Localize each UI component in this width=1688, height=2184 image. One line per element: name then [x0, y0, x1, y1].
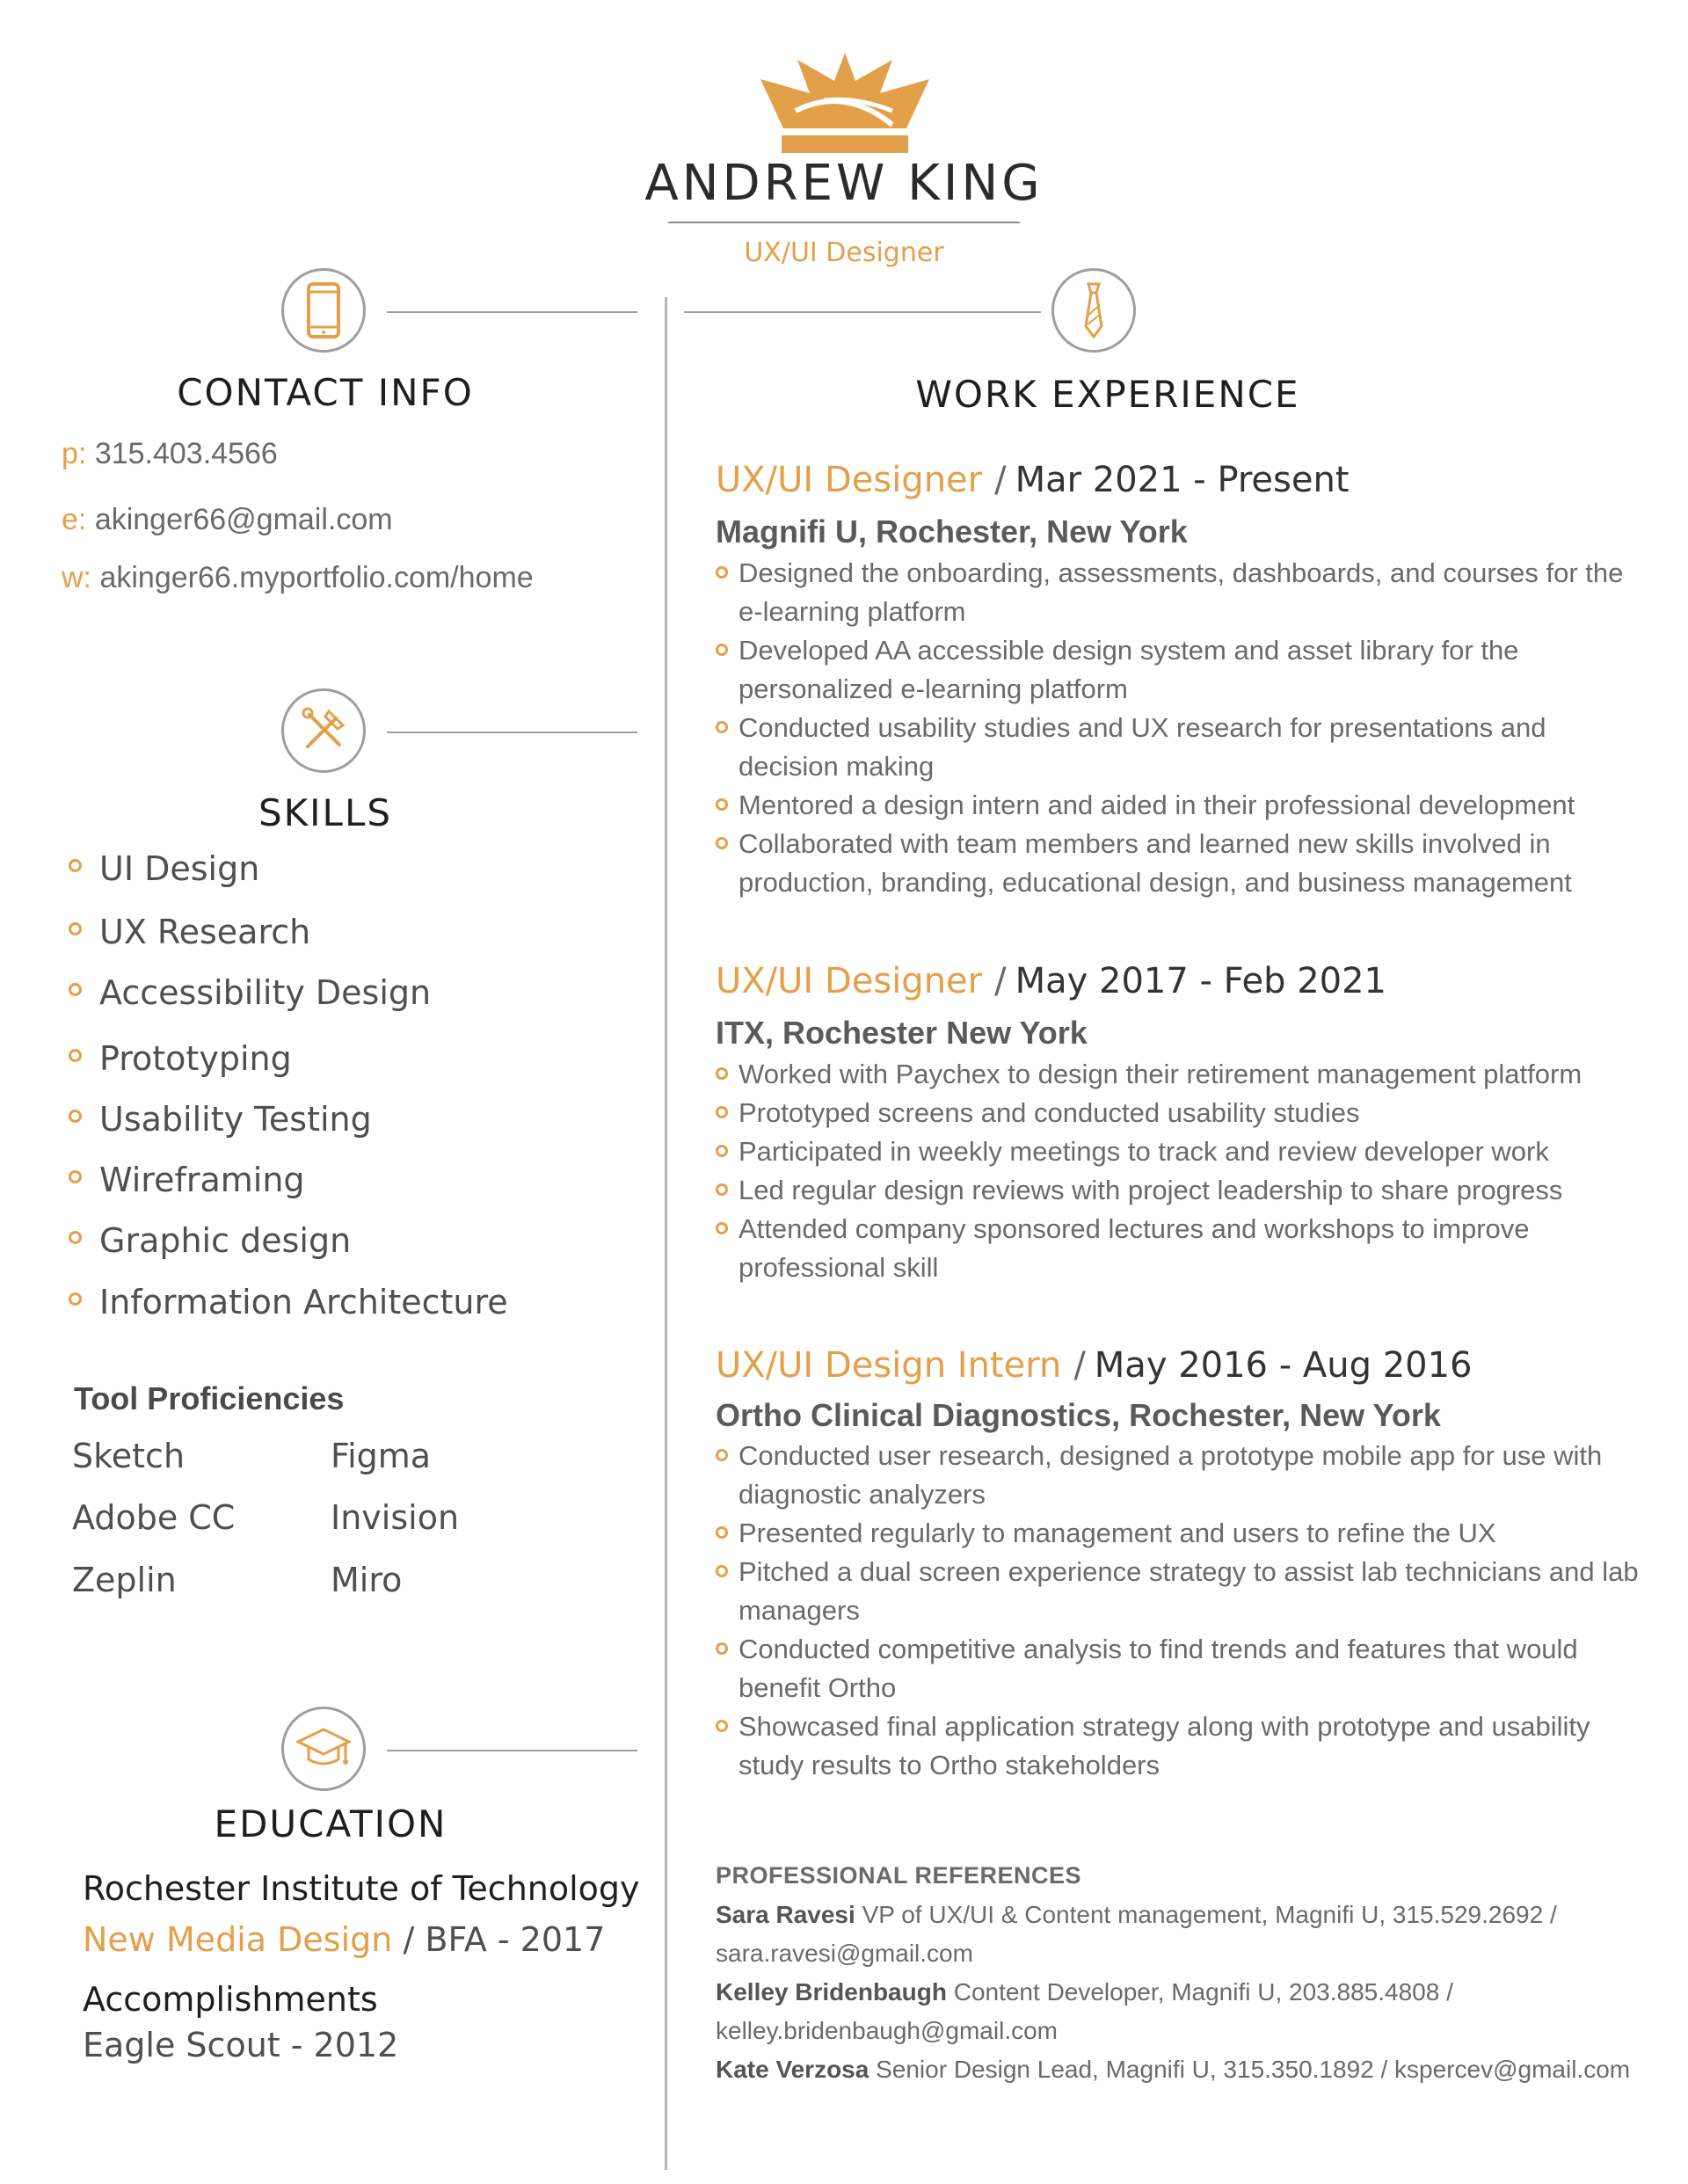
job-company: ITX, Rochester New York	[716, 1015, 1088, 1051]
bullet-icon	[69, 859, 82, 872]
list-item: Developed AA accessible design system and asset library for the personalized e-learning platform	[716, 631, 1648, 709]
tool-item: Zeplin	[72, 1561, 177, 1599]
reference-name: Kelley Bridenbaugh	[716, 1978, 947, 2006]
tools-icon	[299, 706, 348, 755]
degree-line	[83, 1920, 605, 1959]
job-role: UX/UI Designer	[744, 237, 944, 268]
crown-logo	[760, 51, 929, 155]
contact-icon-circle	[281, 268, 366, 353]
skill-item: Accessibility Design	[69, 973, 431, 1012]
tools-title: Tool Proficiencies	[74, 1380, 345, 1416]
skills-icon-circle	[281, 688, 366, 773]
major: New Media Design	[83, 1920, 393, 1959]
bullet-icon	[69, 922, 82, 935]
reference-item	[716, 1901, 1557, 1967]
list-item: Designed the onboarding, assessments, dashboards, and courses for the e-learning platform	[716, 554, 1648, 631]
tie-icon	[1080, 280, 1107, 340]
bullet-icon	[716, 1183, 728, 1196]
tool-item: Sketch	[72, 1437, 186, 1475]
reference-details: Content Developer, Magnifi U, 203.885.4808 / kelley.bridenbaugh@gmail.com	[716, 1978, 1453, 2044]
skill-item: Prototyping	[69, 1039, 292, 1078]
bullet-icon	[716, 1720, 728, 1732]
education-icon-circle	[281, 1707, 366, 1791]
list-item: Conducted competitive analysis to find trends and features that would benefit Ortho	[716, 1630, 1648, 1707]
list-item: Prototyped screens and conducted usability studies	[716, 1094, 1648, 1132]
phone-icon	[306, 281, 341, 339]
web-prefix: w:	[62, 561, 91, 594]
work-rule	[684, 311, 1041, 313]
list-item: Showcased final application strategy along with prototype and usability study results to Ortho stakeholders	[716, 1707, 1648, 1785]
job-bullets	[716, 554, 1648, 902]
work-title: WORK EXPERIENCE	[915, 373, 1300, 416]
bullet-icon	[716, 566, 728, 579]
work-icon-circle	[1051, 268, 1136, 353]
bullet-icon	[716, 1449, 728, 1461]
job-heading: UX/UI Design Intern / May 2016 - Aug 2016	[716, 1345, 1473, 1386]
list-item: Conducted user research, designed a prototype mobile app for use with diagnostic analyzers	[716, 1437, 1648, 1514]
skill-item: Graphic design	[69, 1221, 351, 1260]
job-title: UX/UI Designer	[716, 460, 983, 500]
job-title: UX/UI Designer	[716, 961, 983, 1001]
list-item: Collaborated with team members and learned new skills involved in production, branding, educational design, and business management	[716, 825, 1648, 902]
reference-name: Kate Verzosa	[716, 2056, 869, 2083]
name-divider	[668, 222, 1020, 223]
bullet-icon	[69, 983, 82, 996]
bullet-icon	[69, 1292, 82, 1306]
job-title: UX/UI Design Intern	[716, 1345, 1062, 1386]
bullet-icon	[716, 1526, 728, 1539]
skill-item: Information Architecture	[69, 1283, 508, 1321]
reference-name: Sara Ravesi	[716, 1901, 855, 1928]
contact-email	[62, 503, 393, 537]
bullet-icon	[69, 1110, 82, 1123]
education-rule	[387, 1750, 637, 1751]
graduation-cap-icon	[296, 1726, 351, 1772]
email-prefix: e:	[62, 503, 87, 536]
list-item: Presented regularly to management and users to refine the UX	[716, 1514, 1648, 1553]
bullet-icon	[716, 837, 728, 849]
bullet-icon	[716, 1642, 728, 1655]
skill-item: UI Design	[69, 849, 259, 888]
column-divider	[665, 297, 667, 2170]
skills-title: SKILLS	[258, 791, 393, 834]
list-item: Conducted usability studies and UX research for presentations and decision making	[716, 709, 1648, 786]
contact-website	[62, 561, 534, 595]
job-bullets	[716, 1437, 1648, 1785]
reference-item	[716, 2056, 1630, 2083]
references-title: PROFESSIONAL REFERENCES	[716, 1862, 1082, 1889]
accomplishments-title: Accomplishments	[83, 1980, 378, 2019]
bullet-icon	[69, 1231, 82, 1244]
job-company: Ortho Clinical Diagnostics, Rochester, New York	[716, 1397, 1441, 1433]
job-dates: May 2016 - Aug 2016	[1094, 1345, 1473, 1386]
accomplishment-item: Eagle Scout - 2012	[83, 2026, 399, 2064]
web-value[interactable]: akinger66.myportfolio.com/home	[99, 561, 534, 594]
bullet-icon	[716, 798, 728, 811]
degree-separator: /	[403, 1920, 415, 1959]
job-company: Magnifi U, Rochester, New York	[716, 513, 1188, 550]
degree: BFA - 2017	[425, 1920, 606, 1959]
education-title: EDUCATION	[214, 1802, 447, 1845]
bullet-icon	[69, 1049, 82, 1062]
list-item: Led regular design reviews with project leadership to share progress	[716, 1171, 1648, 1210]
tool-item: Invision	[331, 1498, 460, 1537]
bullet-icon	[716, 1222, 728, 1234]
list-item: Attended company sponsored lectures and workshops to improve professional skill	[716, 1210, 1648, 1287]
phone-value[interactable]: 315.403.4566	[94, 437, 278, 470]
bullet-icon	[716, 1106, 728, 1118]
job-heading: UX/UI Designer / May 2017 - Feb 2021	[716, 961, 1386, 1001]
reference-details: Senior Design Lead, Magnifi U, 315.350.1892 / kspercev@gmail.com	[876, 2056, 1631, 2083]
person-name: ANDREW KING	[644, 155, 1044, 212]
bullet-icon	[716, 1067, 728, 1080]
contact-title: CONTACT INFO	[177, 371, 474, 414]
contact-rule	[387, 311, 637, 313]
reference-item	[716, 1978, 1453, 2044]
list-item: Worked with Paychex to design their retirement management platform	[716, 1055, 1648, 1094]
list-item: Participated in weekly meetings to track and review developer work	[716, 1132, 1648, 1171]
bullet-icon	[716, 1145, 728, 1157]
skill-item: Usability Testing	[69, 1100, 372, 1139]
phone-prefix: p:	[62, 437, 87, 470]
tool-item: Figma	[331, 1437, 432, 1475]
skills-rule	[387, 732, 637, 733]
school-name: Rochester Institute of Technology	[83, 1869, 640, 1908]
tool-item: Adobe CC	[72, 1498, 236, 1537]
skill-item: Wireframing	[69, 1161, 305, 1199]
bullet-icon	[716, 721, 728, 733]
contact-phone	[62, 437, 278, 471]
list-item: Pitched a dual screen experience strategy to assist lab technicians and lab managers	[716, 1553, 1648, 1630]
job-bullets	[716, 1055, 1648, 1287]
job-dates: Mar 2021 - Present	[1015, 460, 1350, 500]
bullet-icon	[716, 1565, 728, 1577]
email-value[interactable]: akinger66@gmail.com	[94, 503, 393, 536]
bullet-icon	[716, 644, 728, 656]
skill-item: UX Research	[69, 913, 310, 951]
tool-item: Miro	[331, 1561, 403, 1599]
job-heading: UX/UI Designer / Mar 2021 - Present	[716, 460, 1350, 500]
bullet-icon	[69, 1170, 82, 1183]
references-list	[716, 1896, 1648, 2089]
reference-details: VP of UX/UI & Content management, Magnifi U, 315.529.2692 / sara.ravesi@gmail.com	[716, 1901, 1557, 1967]
list-item: Mentored a design intern and aided in their professional development	[716, 786, 1648, 825]
job-dates: May 2017 - Feb 2021	[1015, 961, 1386, 1001]
